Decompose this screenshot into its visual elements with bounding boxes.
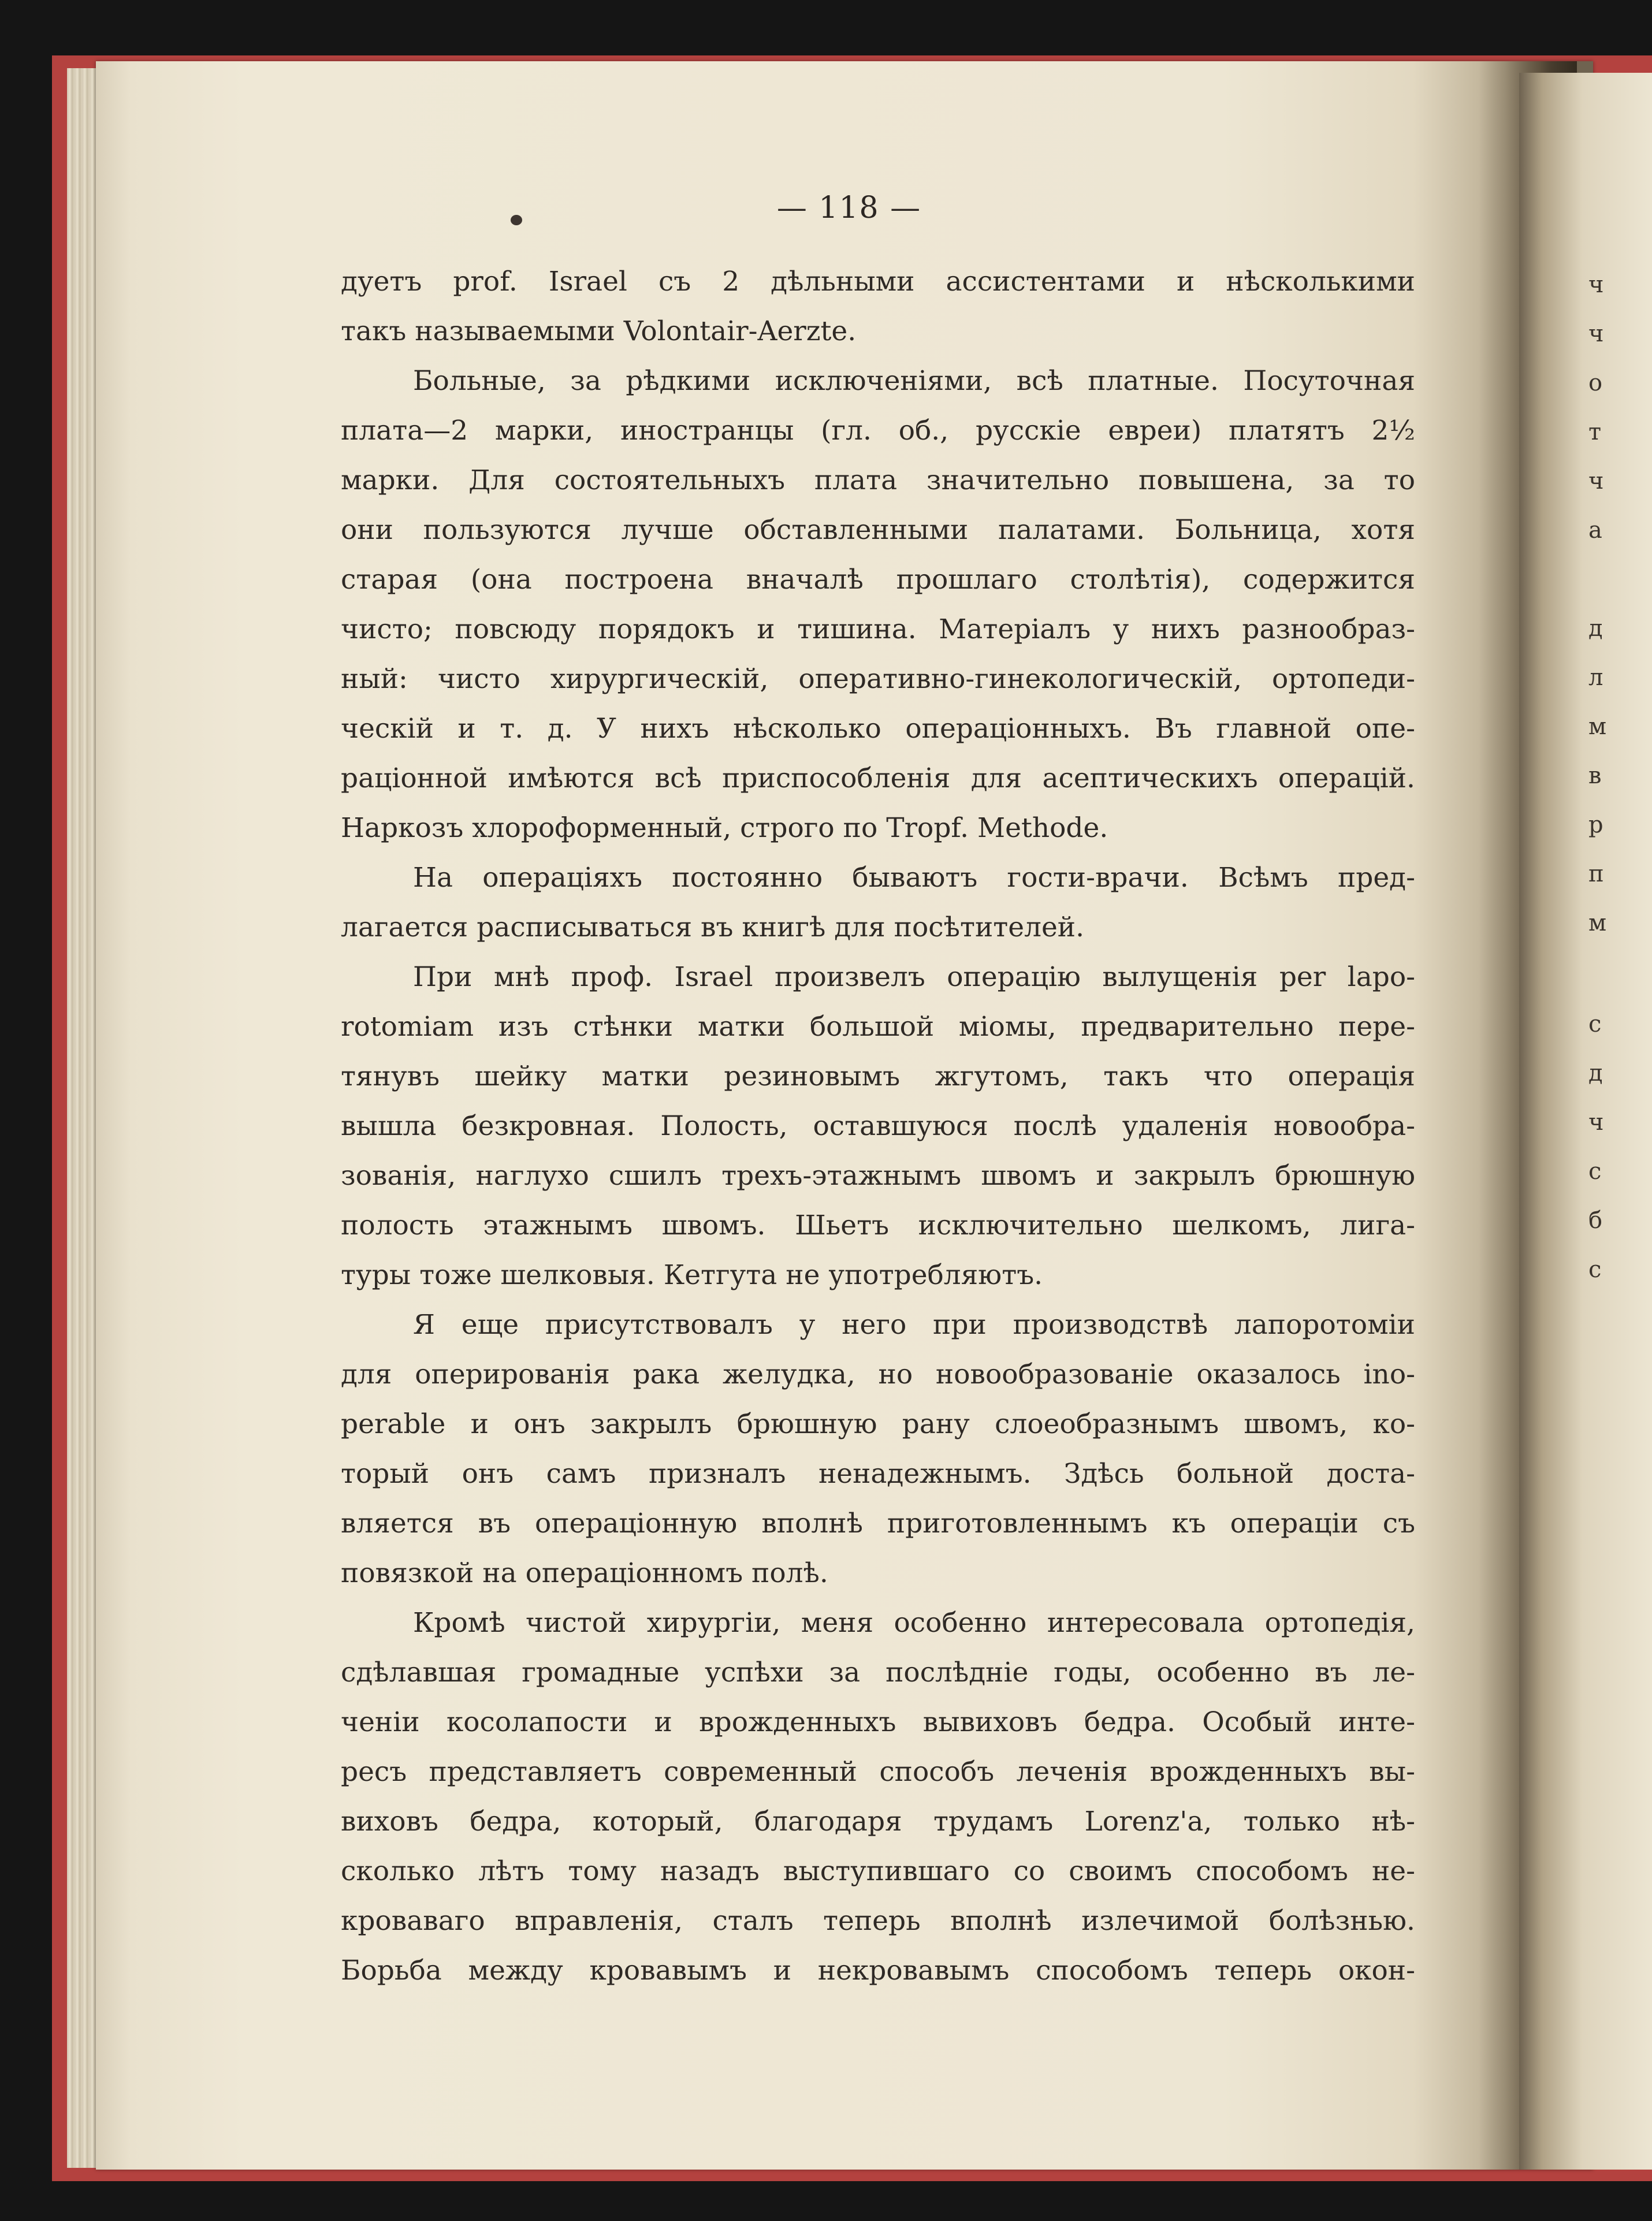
facing-page-letter: ч <box>1588 271 1604 298</box>
text-line: дуетъ prof. Israel съ 2 дѣльными ассистентами и нѣсколькими <box>341 266 1415 297</box>
text-line: сдѣлавшая громадные успѣхи за послѣдніе годы, особенно въ ле- <box>341 1657 1415 1688</box>
facing-page-letter: ч <box>1588 321 1604 347</box>
text-line: кроваваго вправленія, сталъ теперь вполнѣ излечимой болѣзнью. <box>341 1905 1415 1937</box>
text-line: perable и онъ закрылъ брюшную рану слоеобразнымъ швомъ, ко- <box>341 1408 1415 1440</box>
facing-page-letter: м <box>1588 713 1607 740</box>
text-line: Кромѣ чистой хирургіи, меня особенно интересовала ортопедія, <box>413 1607 1415 1639</box>
text-line: ный: чисто хирургическій, оперативно-гинекологическій, ортопеди- <box>341 663 1415 695</box>
text-line: виховъ бедра, который, благодаря трудамъ Lorenz'a, только нѣ- <box>341 1806 1415 1837</box>
text-line: сколько лѣтъ тому назадъ выступившаго со своимъ способомъ не- <box>341 1855 1415 1887</box>
facing-page-letter: ч <box>1588 468 1604 494</box>
facing-page-letter: р <box>1588 812 1603 838</box>
text-line: Больные, за рѣдкими исключеніями, всѣ платные. Посуточная <box>413 365 1415 397</box>
text-line: Наркозъ хлороформенный, строго по Tropf. Methode. <box>341 812 1108 844</box>
text-line: лагается расписываться въ книгѣ для посѣтителей. <box>341 912 1085 943</box>
text-line: раціонной имѣются всѣ приспособленія для асептическихъ операцій. <box>341 762 1415 794</box>
text-line: ченіи косолапости и врожденныхъ вывиховъ бедра. Особый инте- <box>341 1706 1415 1738</box>
text-line: ческій и т. д. У нихъ нѣсколько операціонныхъ. Въ главной опе- <box>341 713 1415 745</box>
text-line: повязкой на операціонномъ полѣ. <box>341 1557 828 1589</box>
facing-page-letter: д <box>1588 615 1603 642</box>
text-line: При мнѣ проф. Israel произвелъ операцію вылущенія per lapo- <box>413 961 1415 993</box>
page-number: — 118 — <box>776 191 922 225</box>
text-line: для оперированія рака желудка, но новообразованіе оказалось ino- <box>341 1359 1415 1390</box>
facing-page-letter: с <box>1588 1256 1602 1283</box>
facing-page-letter: м <box>1588 910 1607 936</box>
text-line: На операціяхъ постоянно бываютъ гости-врачи. Всѣмъ пред- <box>413 862 1415 894</box>
text-line: торый онъ самъ призналъ ненадежнымъ. Здѣсь больной доста- <box>341 1458 1415 1490</box>
facing-page-letter: в <box>1588 762 1602 789</box>
text-line: зованія, наглухо сшилъ трехъ-этажнымъ швомъ и закрылъ брюшную <box>341 1160 1415 1192</box>
facing-page-letter: п <box>1588 861 1604 887</box>
facing-page-letter: ч <box>1588 1109 1604 1136</box>
facing-page-letter: б <box>1588 1207 1603 1234</box>
text-line: чисто; повсюду порядокъ и тишина. Матеріалъ у нихъ разнообраз- <box>341 613 1415 645</box>
ink-mark <box>511 215 522 225</box>
text-line: rotomiam изъ стѣнки матки большой міомы, предварительно пере- <box>341 1011 1415 1043</box>
facing-page-letter: д <box>1588 1060 1603 1087</box>
text-line: Я еще присутствовалъ у него при производствѣ лапоротоміи <box>413 1309 1415 1341</box>
text-line: Борьба между кровавымъ и некровавымъ способомъ теперь окон- <box>341 1955 1415 1986</box>
text-line: такъ называемыми Volontair-Aerzte. <box>341 315 857 347</box>
text-line: они пользуются лучше обставленными палатами. Больница, хотя <box>341 514 1415 546</box>
page-body-text <box>341 257 1415 1996</box>
text-line: вляется въ операціонную вполнѣ приготовленнымъ къ операціи съ <box>341 1508 1415 1539</box>
text-line: полость этажнымъ швомъ. Шьетъ исключительно шелкомъ, лига- <box>341 1210 1415 1241</box>
facing-page-letter: т <box>1588 419 1602 445</box>
facing-page-letter: с <box>1588 1158 1602 1185</box>
text-line: ресъ представляетъ современный способъ леченія врожденныхъ вы- <box>341 1756 1415 1788</box>
facing-page-letter: а <box>1588 517 1602 544</box>
text-line: старая (она построена вначалѣ прошлаго столѣтія), содержится <box>341 564 1415 596</box>
text-line: марки. Для состоятельныхъ плата значительно повышена, за то <box>341 464 1415 496</box>
text-line: туры тоже шелковыя. Кетгута не употребляютъ. <box>341 1259 1043 1291</box>
text-line: тянувъ шейку матки резиновымъ жгутомъ, такъ что операція <box>341 1061 1415 1092</box>
facing-page <box>1519 73 1652 2170</box>
text-line: плата—2 марки, иностранцы (гл. об., русскіе евреи) платятъ 2½ <box>341 415 1415 447</box>
facing-page-letter: с <box>1588 1011 1602 1037</box>
facing-page-letter: о <box>1588 370 1603 396</box>
text-line: вышла безкровная. Полость, оставшуюся послѣ удаленія новообра- <box>341 1110 1415 1142</box>
facing-page-letter: л <box>1588 664 1603 691</box>
